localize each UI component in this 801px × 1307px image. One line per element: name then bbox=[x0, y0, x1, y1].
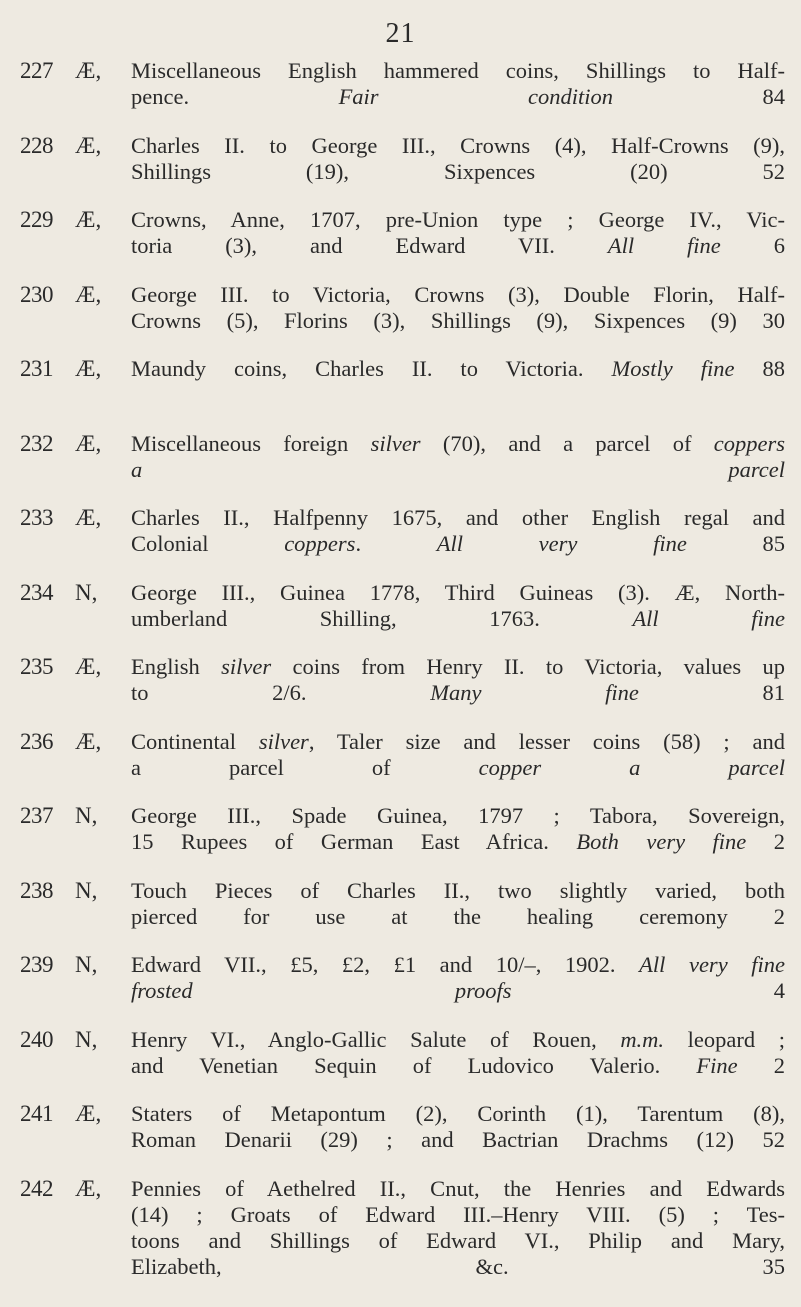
lot-description-line: Miscellaneous English hammered coins, Shillings to Half- bbox=[131, 58, 785, 83]
lot-metal: Æ, bbox=[75, 505, 102, 530]
lot-metal: N, bbox=[75, 1026, 98, 1052]
lot-metal: Æ, bbox=[75, 1175, 102, 1201]
lot-metal: N, bbox=[75, 803, 98, 828]
lot-number: 238 bbox=[20, 877, 53, 903]
lot-metal: Æ, bbox=[75, 430, 102, 456]
lot-number: 227 bbox=[20, 58, 53, 83]
lot-description-line: a parcel bbox=[131, 456, 785, 482]
lot-metal: N, bbox=[75, 877, 98, 903]
lot-description-line: Staters of Metapontum (2), Corinth (1), Tarentum (8), bbox=[131, 1101, 785, 1126]
lot-number: 234 bbox=[20, 579, 53, 605]
lot-description-line: 15 Rupees of German East Africa. Both very fine 2 bbox=[131, 829, 786, 854]
lot-description-line: Miscellaneous foreign silver (70), and a parcel of coppers bbox=[131, 430, 785, 456]
lot-description-line: George III., Spade Guinea, 1797 ; Tabora, Sovereign, bbox=[131, 803, 785, 828]
lot-list bbox=[0, 58, 801, 1302]
lot-description-line: Crowns, Anne, 1707, pre-Union type ; George IV., Vic- bbox=[131, 207, 785, 232]
lot-entry bbox=[0, 1027, 801, 1079]
lot-entry bbox=[0, 1101, 801, 1153]
lot-metal: Æ, bbox=[75, 58, 102, 83]
lot-entry bbox=[0, 654, 801, 706]
lot-description-line: Edward VII., £5, £2, £1 and 10/–, 1902. All very fine bbox=[131, 952, 785, 977]
lot-description-line: Henry VI., Anglo-Gallic Salute of Rouen, m.m. leopard ; bbox=[131, 1026, 786, 1052]
lot-entry bbox=[0, 803, 801, 855]
lot-description-line: Continental silver, Taler size and lesser coins (58) ; and bbox=[131, 728, 785, 754]
lot-description-line: pence. Fair condition 84 bbox=[131, 84, 785, 109]
lot-entry bbox=[0, 580, 801, 632]
lot-entry bbox=[0, 952, 801, 1004]
lot-number: 239 bbox=[20, 952, 53, 977]
lot-description bbox=[131, 133, 785, 185]
lot-description-line: Elizabeth, &c. 35 bbox=[131, 1253, 785, 1279]
lot-number: 240 bbox=[20, 1026, 53, 1052]
lot-number: 235 bbox=[20, 654, 53, 679]
lot-description bbox=[131, 431, 785, 483]
lot-entry bbox=[0, 58, 801, 110]
lot-entry bbox=[0, 1176, 801, 1280]
lot-description-line: toons and Shillings of Edward VI., Philip and Mary, bbox=[131, 1227, 785, 1253]
lot-number: 228 bbox=[20, 132, 53, 158]
lot-description bbox=[131, 729, 785, 781]
lot-description-line: Touch Pieces of Charles II., two slightly varied, both bbox=[131, 877, 785, 903]
lot-metal: Æ, bbox=[75, 132, 102, 158]
lot-description-line: Charles II. to George III., Crowns (4), Half-Crowns (9), bbox=[131, 132, 785, 158]
lot-metal: N, bbox=[75, 952, 98, 977]
lot-description bbox=[131, 1176, 785, 1280]
lot-description-line: Pennies of Aethelred II., Cnut, the Henries and Edwards bbox=[131, 1175, 785, 1201]
lot-entry bbox=[0, 505, 801, 557]
lot-description bbox=[131, 1101, 785, 1153]
lot-metal: Æ, bbox=[75, 356, 102, 381]
lot-number: 232 bbox=[20, 430, 53, 456]
lot-number: 237 bbox=[20, 803, 53, 828]
lot-description bbox=[131, 1027, 785, 1079]
lot-entry bbox=[0, 729, 801, 781]
lot-number: 233 bbox=[20, 505, 53, 530]
lot-entry bbox=[0, 878, 801, 930]
lot-description-line: a parcel of copper a parcel bbox=[131, 754, 785, 780]
lot-number: 231 bbox=[20, 356, 53, 381]
lot-description-line: Charles II., Halfpenny 1675, and other English regal and bbox=[131, 505, 785, 530]
lot-metal: Æ, bbox=[75, 728, 102, 754]
lot-description-line: umberland Shilling, 1763. All fine bbox=[131, 605, 785, 631]
lot-description-line: frosted proofs 4 bbox=[131, 978, 785, 1003]
lot-entry bbox=[0, 207, 801, 259]
lot-description-line: English silver coins from Henry II. to Victoria, values up bbox=[131, 654, 785, 679]
lot-entry bbox=[0, 356, 801, 408]
lot-description-line: George III. to Victoria, Crowns (3), Double Florin, Half- bbox=[131, 281, 785, 307]
lot-number: 236 bbox=[20, 728, 53, 754]
lot-entry bbox=[0, 282, 801, 334]
lot-description-line: and Venetian Sequin of Ludovico Valerio. Fine 2 bbox=[131, 1052, 786, 1078]
lot-metal: N, bbox=[75, 579, 98, 605]
lot-description bbox=[131, 803, 785, 855]
lot-description bbox=[131, 58, 785, 110]
lot-description bbox=[131, 952, 785, 1004]
lot-entry bbox=[0, 431, 801, 483]
lot-entry bbox=[0, 133, 801, 185]
lot-description bbox=[131, 580, 785, 632]
lot-description bbox=[131, 282, 785, 334]
lot-description bbox=[131, 505, 785, 557]
lot-description-line: George III., Guinea 1778, Third Guineas (3). Æ, North- bbox=[131, 579, 785, 605]
lot-metal: Æ, bbox=[75, 207, 102, 232]
lot-metal: Æ, bbox=[75, 654, 102, 679]
lot-description-line: toria (3), and Edward VII. All fine 6 bbox=[131, 233, 785, 258]
lot-description-line: Crowns (5), Florins (3), Shillings (9), Sixpences (9) 30 bbox=[131, 307, 785, 333]
lot-description bbox=[131, 654, 785, 706]
lot-description-line: pierced for use at the healing ceremony 2 bbox=[131, 903, 785, 929]
lot-description-line: Colonial coppers. All very fine 85 bbox=[131, 531, 786, 556]
lot-description-line: Roman Denarii (29) ; and Bactrian Drachms (12) 52 bbox=[131, 1127, 785, 1152]
lot-description-line: to 2/6. Many fine 81 bbox=[131, 680, 786, 705]
lot-description-line: (14) ; Groats of Edward III.–Henry VIII. (5) ; Tes- bbox=[131, 1201, 785, 1227]
lot-description bbox=[131, 878, 785, 930]
lot-number: 229 bbox=[20, 207, 53, 232]
lot-description-line: Shillings (19), Sixpences (20) 52 bbox=[131, 158, 785, 184]
page-number: 21 bbox=[385, 18, 416, 49]
lot-number: 230 bbox=[20, 281, 53, 307]
lot-description bbox=[131, 207, 785, 259]
lot-metal: Æ, bbox=[75, 281, 102, 307]
lot-number: 242 bbox=[20, 1175, 53, 1201]
lot-description bbox=[131, 356, 785, 382]
lot-description-line: Maundy coins, Charles II. to Victoria. Mostly fine 88 bbox=[131, 356, 785, 381]
lot-metal: Æ, bbox=[75, 1101, 102, 1126]
lot-number: 241 bbox=[20, 1101, 53, 1126]
